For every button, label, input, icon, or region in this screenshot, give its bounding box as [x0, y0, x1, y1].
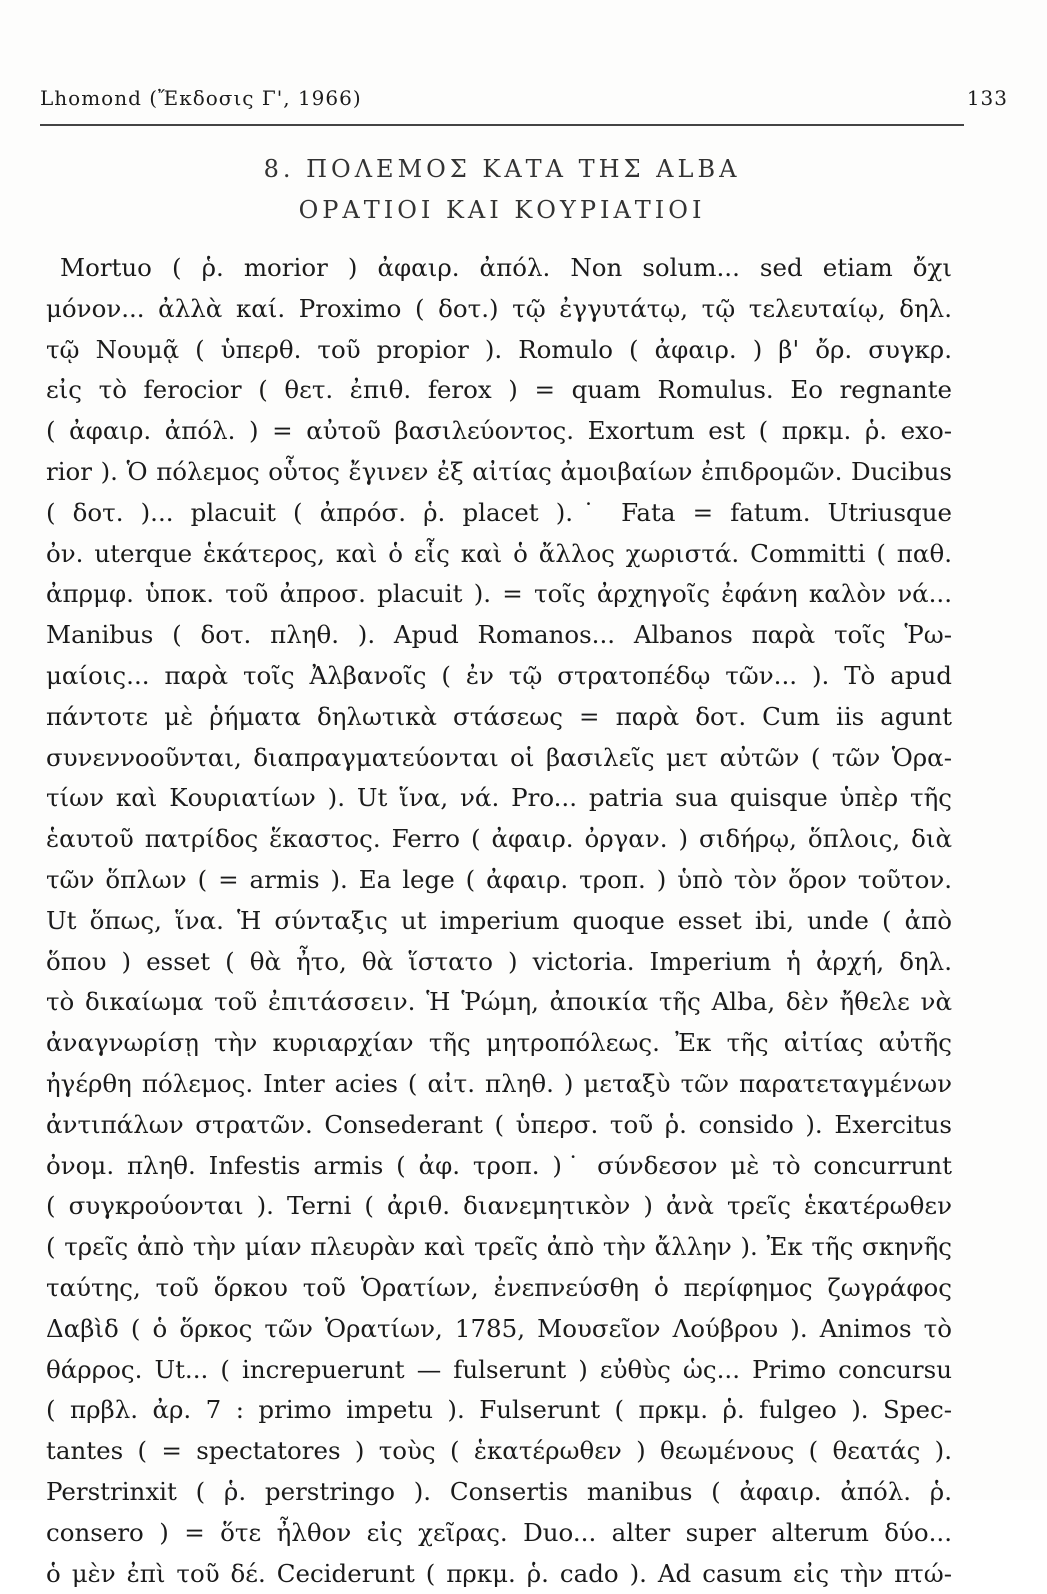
text-line: ὀνομ. πληθ. Infestis armis ( ἀφ. τροπ. )˙ σύνδεσον μὲ τὸ concurrunt [46, 1146, 952, 1187]
text-line: ( συγκρούονται ). Terni ( ἀριθ. διανεμητικὸν ) ἀνὰ τρεῖς ἑκατέρωθεν [46, 1186, 952, 1227]
body-text [46, 248, 952, 1594]
header-rule [40, 124, 964, 126]
text-line: Manibus ( δοτ. πληθ. ). Apud Romanos... Albanos παρὰ τοῖς Ῥω- [46, 615, 952, 656]
text-line: ὁ μὲν ἐπὶ τοῦ δέ. Ceciderunt ( πρκμ. ῥ. cado ). Ad casum εἰς τὴν πτώ- [46, 1554, 952, 1594]
text-line: rior ). Ὁ πόλεμος οὗτος ἔγινεν ἐξ αἰτίας ἀμοιβαίων ἐπιδρομῶν. Ducibus [46, 452, 952, 493]
text-line: μόνον... ἀλλὰ καί. Proximo ( δοτ.) τῷ ἐγγυτάτῳ, τῷ τελευταίῳ, δηλ. [46, 289, 952, 330]
section-subtitle: ΟΡΑΤΙΟΙ ΚΑΙ ΚΟΥΡΙΑΤΙΟΙ [40, 196, 964, 224]
text-line: Ut ὅπως, ἵνα. Ἡ σύνταξις ut imperium quoque esset ibi, unde ( ἀπὸ [46, 901, 952, 942]
text-line: ( δοτ. )... placuit ( ἀπρόσ. ῥ. placet ).˙ Fata = fatum. Utriusque [46, 493, 952, 534]
text-line: ἑαυτοῦ πατρίδος ἕκαστος. Ferro ( ἀφαιρ. ὀργαν. ) σιδήρῳ, ὅπλοις, διὰ [46, 819, 952, 860]
page-number: 133 [967, 86, 1008, 110]
text-line: ( τρεῖς ἀπὸ τὴν μίαν πλευρὰν καὶ τρεῖς ἀπὸ τὴν ἄλλην ). Ἐκ τῆς σκηνῆς [46, 1227, 952, 1268]
text-line: consero ) = ὅτε ἦλθον εἰς χεῖρας. Duo... alter super alterum δύο... [46, 1513, 952, 1554]
text-line: τῶν ὅπλων ( = armis ). Ea lege ( ἀφαιρ. τροπ. ) ὑπὸ τὸν ὅρον τοῦτον. [46, 860, 952, 901]
text-line: Perstrinxit ( ῥ. perstringo ). Consertis manibus ( ἀφαιρ. ἀπόλ. ῥ. [46, 1472, 952, 1513]
text-line: θάρρος. Ut... ( increpuerunt — fulserunt ) εὐθὺς ὡς... Primo concursu [46, 1350, 952, 1391]
text-line: τίων καὶ Κουριατίων ). Ut ἵνα, νά. Pro... patria sua quisque ὑπὲρ τῆς [46, 778, 952, 819]
text-line: ταύτης, τοῦ ὅρκου τοῦ Ὁρατίων, ἐνεπνεύσθη ὁ περίφημος ζωγράφος [46, 1268, 952, 1309]
text-line: εἰς τὸ ferocior ( θετ. ἐπιθ. ferox ) = quam Romulus. Eo regnante [46, 370, 952, 411]
text-line: τὸ δικαίωμα τοῦ ἐπιτάσσειν. Ἡ Ῥώμη, ἀποικία τῆς Alba, δὲν ἤθελε νὰ [46, 982, 952, 1023]
running-head-title: Lhomond (Ἔκδοσις Γ', 1966) [40, 86, 362, 110]
text-line: Δαβὶδ ( ὁ ὅρκος τῶν Ὁρατίων, 1785, Μουσεῖον Λούβρου ). Animos τὸ [46, 1309, 952, 1350]
running-head [40, 86, 1008, 120]
section-title: 8. ΠΟΛΕΜΟΣ ΚΑΤΑ ΤΗΣ ALBA [40, 155, 964, 183]
text-line: πάντοτε μὲ ῥήματα δηλωτικὰ στάσεως = παρὰ δοτ. Cum iis agunt [46, 697, 952, 738]
text-line: tantes ( = spectatores ) τοὺς ( ἑκατέρωθεν ) θεωμένους ( θεατάς ). [46, 1431, 952, 1472]
text-line: ( ἀφαιρ. ἀπόλ. ) = αὐτοῦ βασιλεύοντος. Exortum est ( πρκμ. ῥ. exo- [46, 411, 952, 452]
text-line: ἀπρμφ. ὑποκ. τοῦ ἀπροσ. placuit ). = τοῖς ἀρχηγοῖς ἐφάνη καλὸν νά... [46, 574, 952, 615]
text-line: Mortuo ( ῥ. morior ) ἀφαιρ. ἀπόλ. Non solum... sed etiam ὄχι [46, 248, 952, 289]
text-line: ὅπου ) esset ( θὰ ἦτο, θὰ ἵστατο ) victoria. Imperium ἡ ἀρχή, δηλ. [46, 942, 952, 983]
text-line: ( πρβλ. ἀρ. 7 : primo impetu ). Fulserunt ( πρκμ. ῥ. fulgeo ). Spec- [46, 1390, 952, 1431]
text-line: ὀν. uterque ἑκάτερος, καὶ ὁ εἷς καὶ ὁ ἄλλος χωριστά. Committi ( παθ. [46, 534, 952, 575]
text-line: τῷ Νουμᾷ ( ὑπερθ. τοῦ propior ). Romulo ( ἀφαιρ. ) β' ὄρ. συγκρ. [46, 330, 952, 371]
text-line: μαίοις... παρὰ τοῖς Ἀλβανοῖς ( ἐν τῷ στρατοπέδῳ τῶν... ). Τὸ apud [46, 656, 952, 697]
text-line: ἀντιπάλων στρατῶν. Consederant ( ὑπερσ. τοῦ ῥ. consido ). Exercitus [46, 1105, 952, 1146]
text-line: συνεννοοῦνται, διαπραγματεύονται οἱ βασιλεῖς μετ αὐτῶν ( τῶν Ὁρα- [46, 738, 952, 779]
text-line: ἠγέρθη πόλεμος. Inter acies ( αἰτ. πληθ. ) μεταξὺ τῶν παρατεταγμένων [46, 1064, 952, 1105]
text-line: ἀναγνωρίσῃ τὴν κυριαρχίαν τῆς μητροπόλεως. Ἐκ τῆς αἰτίας αὐτῆς [46, 1023, 952, 1064]
